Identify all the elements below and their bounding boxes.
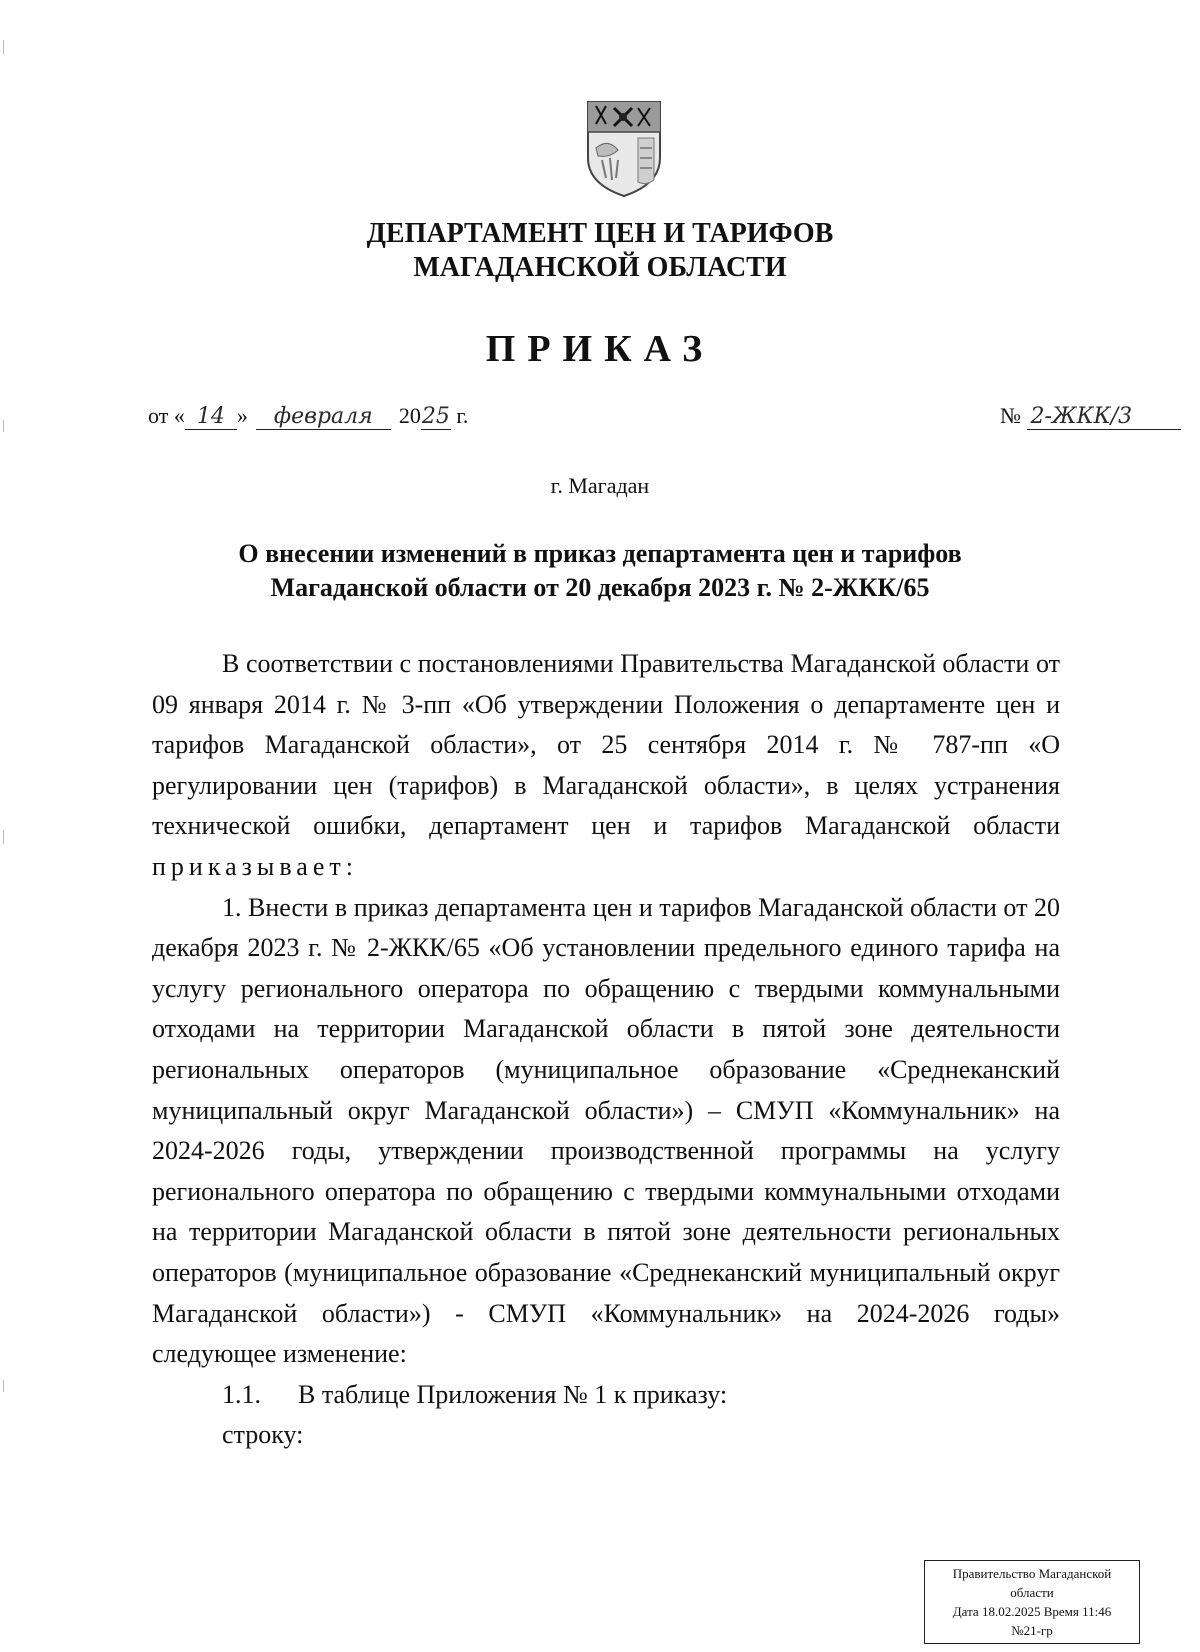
- stamp-line-2: области: [1010, 1585, 1054, 1600]
- date-year-suffix: 25: [421, 404, 450, 429]
- order-subject: [150, 537, 1050, 605]
- registration-stamp: [924, 1560, 1140, 1644]
- department-line-2: МАГАДАНСКОЙ ОБЛАСТИ: [413, 252, 787, 283]
- subject-line-2: Магаданской области от 20 декабря 2023 г. № 2-ЖКК/65: [270, 573, 930, 602]
- city: г. Магадан: [550, 473, 650, 498]
- department-line-1: ДЕПАРТАМЕНТ ЦЕН И ТАРИФОВ: [366, 218, 834, 249]
- scan-edge-mark: [3, 830, 4, 844]
- order-date: [148, 403, 468, 430]
- scan-edge-mark: [3, 40, 4, 54]
- preamble-paragraph: [152, 644, 1060, 888]
- scan-edge-mark: [3, 420, 4, 432]
- order-number: [1000, 403, 1181, 430]
- stamp-line-4: №21-гр: [1011, 1623, 1053, 1638]
- number-prefix: №: [1000, 403, 1021, 428]
- item-1-1-paragraph: [152, 1375, 1060, 1416]
- date-year-prefix: 20: [398, 403, 421, 428]
- item-1-1-text: В таблице Приложения № 1 к приказу:: [298, 1379, 728, 1409]
- coat-of-arms-icon: [584, 98, 664, 198]
- document-title: ПРИКАЗ: [485, 328, 715, 370]
- number-value: 2-ЖКК/3: [1027, 404, 1181, 430]
- orders-word: приказывает:: [152, 851, 358, 881]
- department-name: [0, 217, 1200, 285]
- date-prefix: от «: [148, 403, 185, 428]
- subject-line-1: О внесении изменений в приказ департамента цен и тарифов: [238, 539, 962, 568]
- stamp-line-1: Правительство Магаданской: [952, 1566, 1112, 1581]
- date-month: февраля: [256, 404, 391, 430]
- preamble-text: В соответствии с постановлениями Правительства Магаданской области от 09 января 2014 г. № 3-пп «Об утверждении Положения о департаменте цен и тарифов Магаданской области», от 25 сентября 2014 г. № 787-пп «О регулировании цен (тарифов) в Магаданской области», в целях устранения технической ошибки, департамент цен и тарифов Магаданской области: [152, 649, 1060, 841]
- row-paragraph: строку:: [222, 1420, 304, 1450]
- item-1-1-number: 1.1.: [222, 1379, 261, 1409]
- stamp-line-3: Дата 18.02.2025 Время 11:46: [952, 1604, 1112, 1619]
- date-year-end: г.: [456, 403, 469, 428]
- order-body: [152, 644, 1060, 1456]
- date-close-quote: »: [236, 403, 248, 428]
- scan-edge-mark: [3, 1380, 4, 1392]
- item-1-paragraph: 1. Внести в приказ департамента цен и тарифов Магаданской области от 20 декабря 2023 г. № 2-ЖКК/65 «Об установлении предельного единого тарифа на услугу регионального оператора по обращению с твердыми коммунальными отходами на территории Магаданской области в пятой зоне деятельности региональных операторов (муниципальное образование «Среднеканский муниципальный округ Магаданской области») – СМУП «Коммунальник» на 2024-2026 годы, утверждении производственной программы на услугу регионального оператора по обращению с твердыми коммунальными отходами на территории Магаданской области в пятой зоне деятельности региональных операторов (муниципальное образование «Среднеканский муниципальный округ Магаданской области») - СМУП «Коммунальник» на 2024-2026 годы» следующее изменение:: [152, 892, 1060, 1369]
- date-day: 14: [185, 404, 237, 430]
